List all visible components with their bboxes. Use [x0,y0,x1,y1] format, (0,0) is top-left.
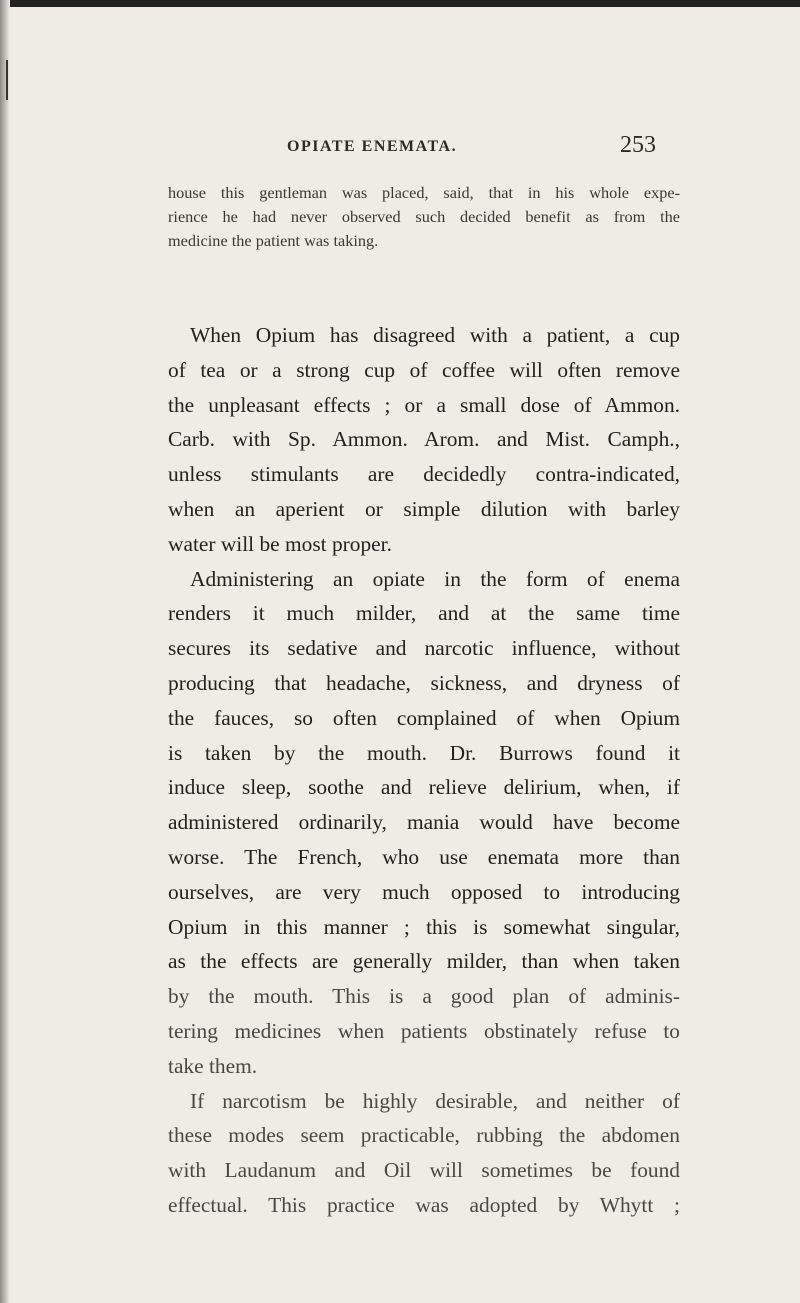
paragraph-opium-disagreed [168,318,680,562]
text-line: tering medicines when patients obstinately refuse to [168,1018,680,1043]
text-line: When Opium has disagreed with a patient, a cup [190,323,680,347]
paragraph-quote-continuation [168,181,680,253]
running-title: OPIATE ENEMATA. [287,138,458,155]
text-line: ourselves, are very much opposed to introducing [168,879,680,904]
top-edge-rule [0,0,800,7]
text-line: secures its sedative and narcotic influence, without [168,636,680,661]
gutter-mark [6,60,8,100]
text-line: with Laudanum and Oil will sometimes be found [168,1158,680,1183]
text-line: these modes seem practicable, rubbing the abdomen [168,1123,680,1148]
page-gutter-shadow [0,0,10,1303]
page-number: 253 [620,132,656,158]
text-line: medicine the patient was taking. [168,231,379,250]
text-line: Opium in this manner ; this is somewhat singular, [168,914,680,939]
text-line: as the effects are generally milder, than when taken [168,949,680,974]
paragraph-enema [168,562,680,1084]
running-head [0,132,800,164]
text-line: by the mouth. This is a good plan of adminis- [168,984,680,1009]
text-line: Carb. with Sp. Ammon. Arom. and Mist. Camph., [168,427,680,452]
text-line: Administering an opiate in the form of enema [190,566,680,591]
text-line: water will be most proper. [168,531,392,556]
text-line: producing that headache, sickness, and dryness of [168,670,680,695]
text-line: the unpleasant effects ; or a small dose of Ammon. [168,392,680,417]
text-line: administered ordinarily, mania would have become [168,810,680,835]
text-line: unless stimulants are decidedly contra-indicated, [168,462,680,487]
text-line: is taken by the mouth. Dr. Burrows found it [168,740,680,765]
text-line: of tea or a strong cup of coffee will often remove [168,357,680,382]
text-line: induce sleep, soothe and relieve delirium, when, if [168,775,680,800]
text-line: worse. The French, who use enemata more than [168,844,680,869]
text-line: rience he had never observed such decided benefit as from the [168,207,680,226]
text-line: If narcotism be highly desirable, and neither of [190,1088,680,1113]
text-line: when an aperient or simple dilution with barley [168,496,680,521]
text-line: renders it much milder, and at the same time [168,601,680,626]
text-line: the fauces, so often complained of when Opium [168,705,680,730]
text-line: effectual. This practice was adopted by Whytt ; [168,1192,680,1217]
text-line: house this gentleman was placed, said, that in his whole expe- [168,183,680,202]
text-line: take them. [168,1053,258,1078]
main-text [168,318,680,1223]
paragraph-narcotism [168,1084,680,1223]
